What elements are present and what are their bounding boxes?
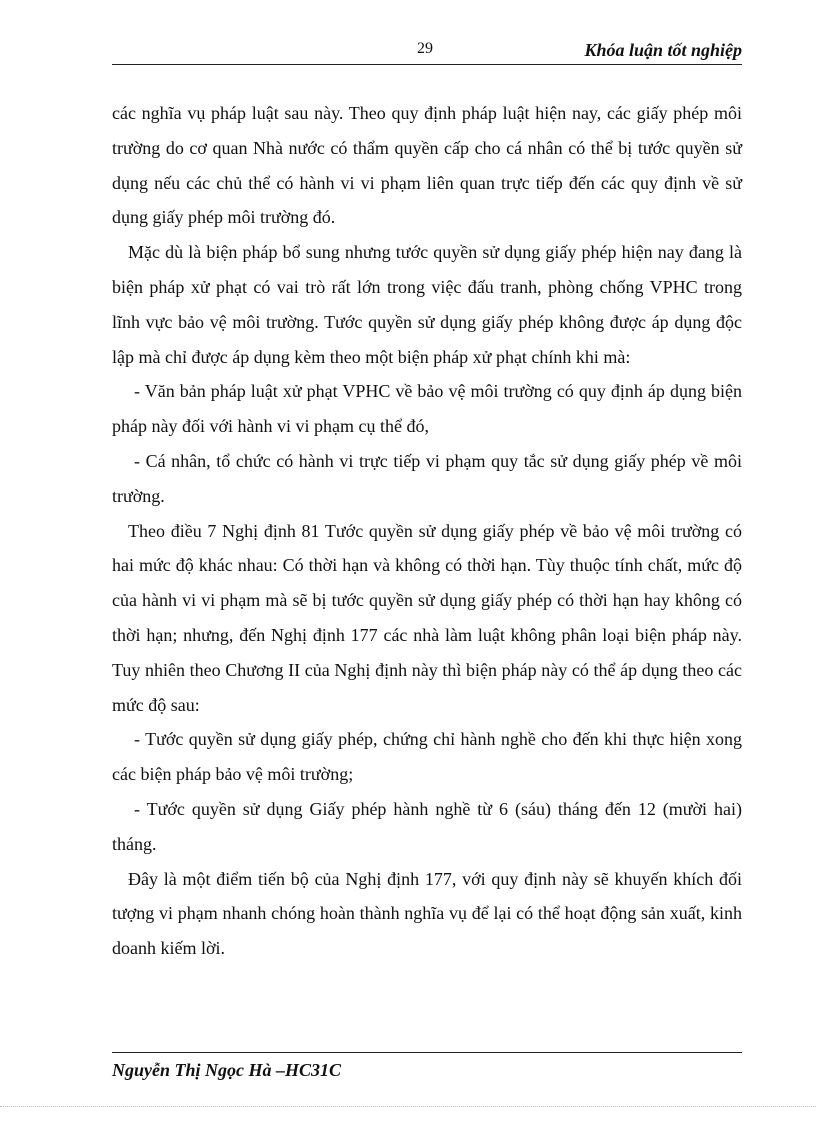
page-bottom-dotted-line [0,1106,816,1107]
dash-list-item: - Tước quyền sử dụng Giấy phép hành nghề từ 6 (sáu) tháng đến 12 (mười hai) tháng. [112,798,742,854]
dash-list-item: - Tước quyền sử dụng giấy phép, chứng chỉ hành nghề cho đến khi thực hiện xong các biện pháp bảo vệ môi trường; [112,729,742,785]
paragraph: Đây là một điểm tiến bộ của Nghị định 177, với quy định này sẽ khuyến khích đối tượng vi phạm nhanh chóng hoàn thành nghĩa vụ để lại có thể hoạt động sản xuất, kinh doanh kiếm lời. [112,868,742,959]
footer-author: Nguyễn Thị Ngọc Hà –HC31C [112,1060,342,1080]
paragraph: Theo điều 7 Nghị định 81 Tước quyền sử dụng giấy phép về bảo vệ môi trường có hai mức độ khác nhau: Có thời hạn và không có thời hạn. Tùy thuộc tính chất, mức độ của hành vi vi phạm mà sẽ bị tước quyền sử dụng giấy phép có thời hạn hay không có thời hạn; nhưng, đến Nghị định 177 các nhà làm luật không phân loại biện pháp này. Tuy nhiên theo Chương II của Nghị định này thì biện pháp này có thể áp dụng theo các mức độ sau: [112,520,742,715]
running-title: Khóa luận tốt nghiệp [584,40,742,60]
body-text [112,96,742,966]
paragraph-continuation: các nghĩa vụ pháp luật sau này. Theo quy định pháp luật hiện nay, các giấy phép môi trường do cơ quan Nhà nước có thẩm quyền cấp cho cá nhân có thể bị tước quyền sử dụng nếu các chủ thể có hành vi vi phạm liên quan trực tiếp đến các quy định về sử dụng giấy phép môi trường đó. [112,103,742,228]
footer-divider [112,1052,742,1053]
paragraph: Mặc dù là biện pháp bổ sung nhưng tước quyền sử dụng giấy phép hiện nay đang là biện pháp xử phạt có vai trò rất lớn trong việc đấu tranh, phòng chống VPHC trong lĩnh vực bảo vệ môi trường. Tước quyền sử dụng giấy phép không được áp dụng độc lập mà chỉ được áp dụng kèm theo một biện pháp xử phạt chính khi mà: [112,242,742,367]
dash-list-item: - Cá nhân, tổ chức có hành vi trực tiếp vi phạm quy tắc sử dụng giấy phép về môi trường. [112,450,742,506]
page-header [112,38,742,66]
header-divider [112,64,742,65]
page-number: 29 [417,40,433,57]
dash-list-item: - Văn bản pháp luật xử phạt VPHC về bảo vệ môi trường có quy định áp dụng biện pháp này đối với hành vi vi phạm cụ thể đó, [112,381,742,437]
